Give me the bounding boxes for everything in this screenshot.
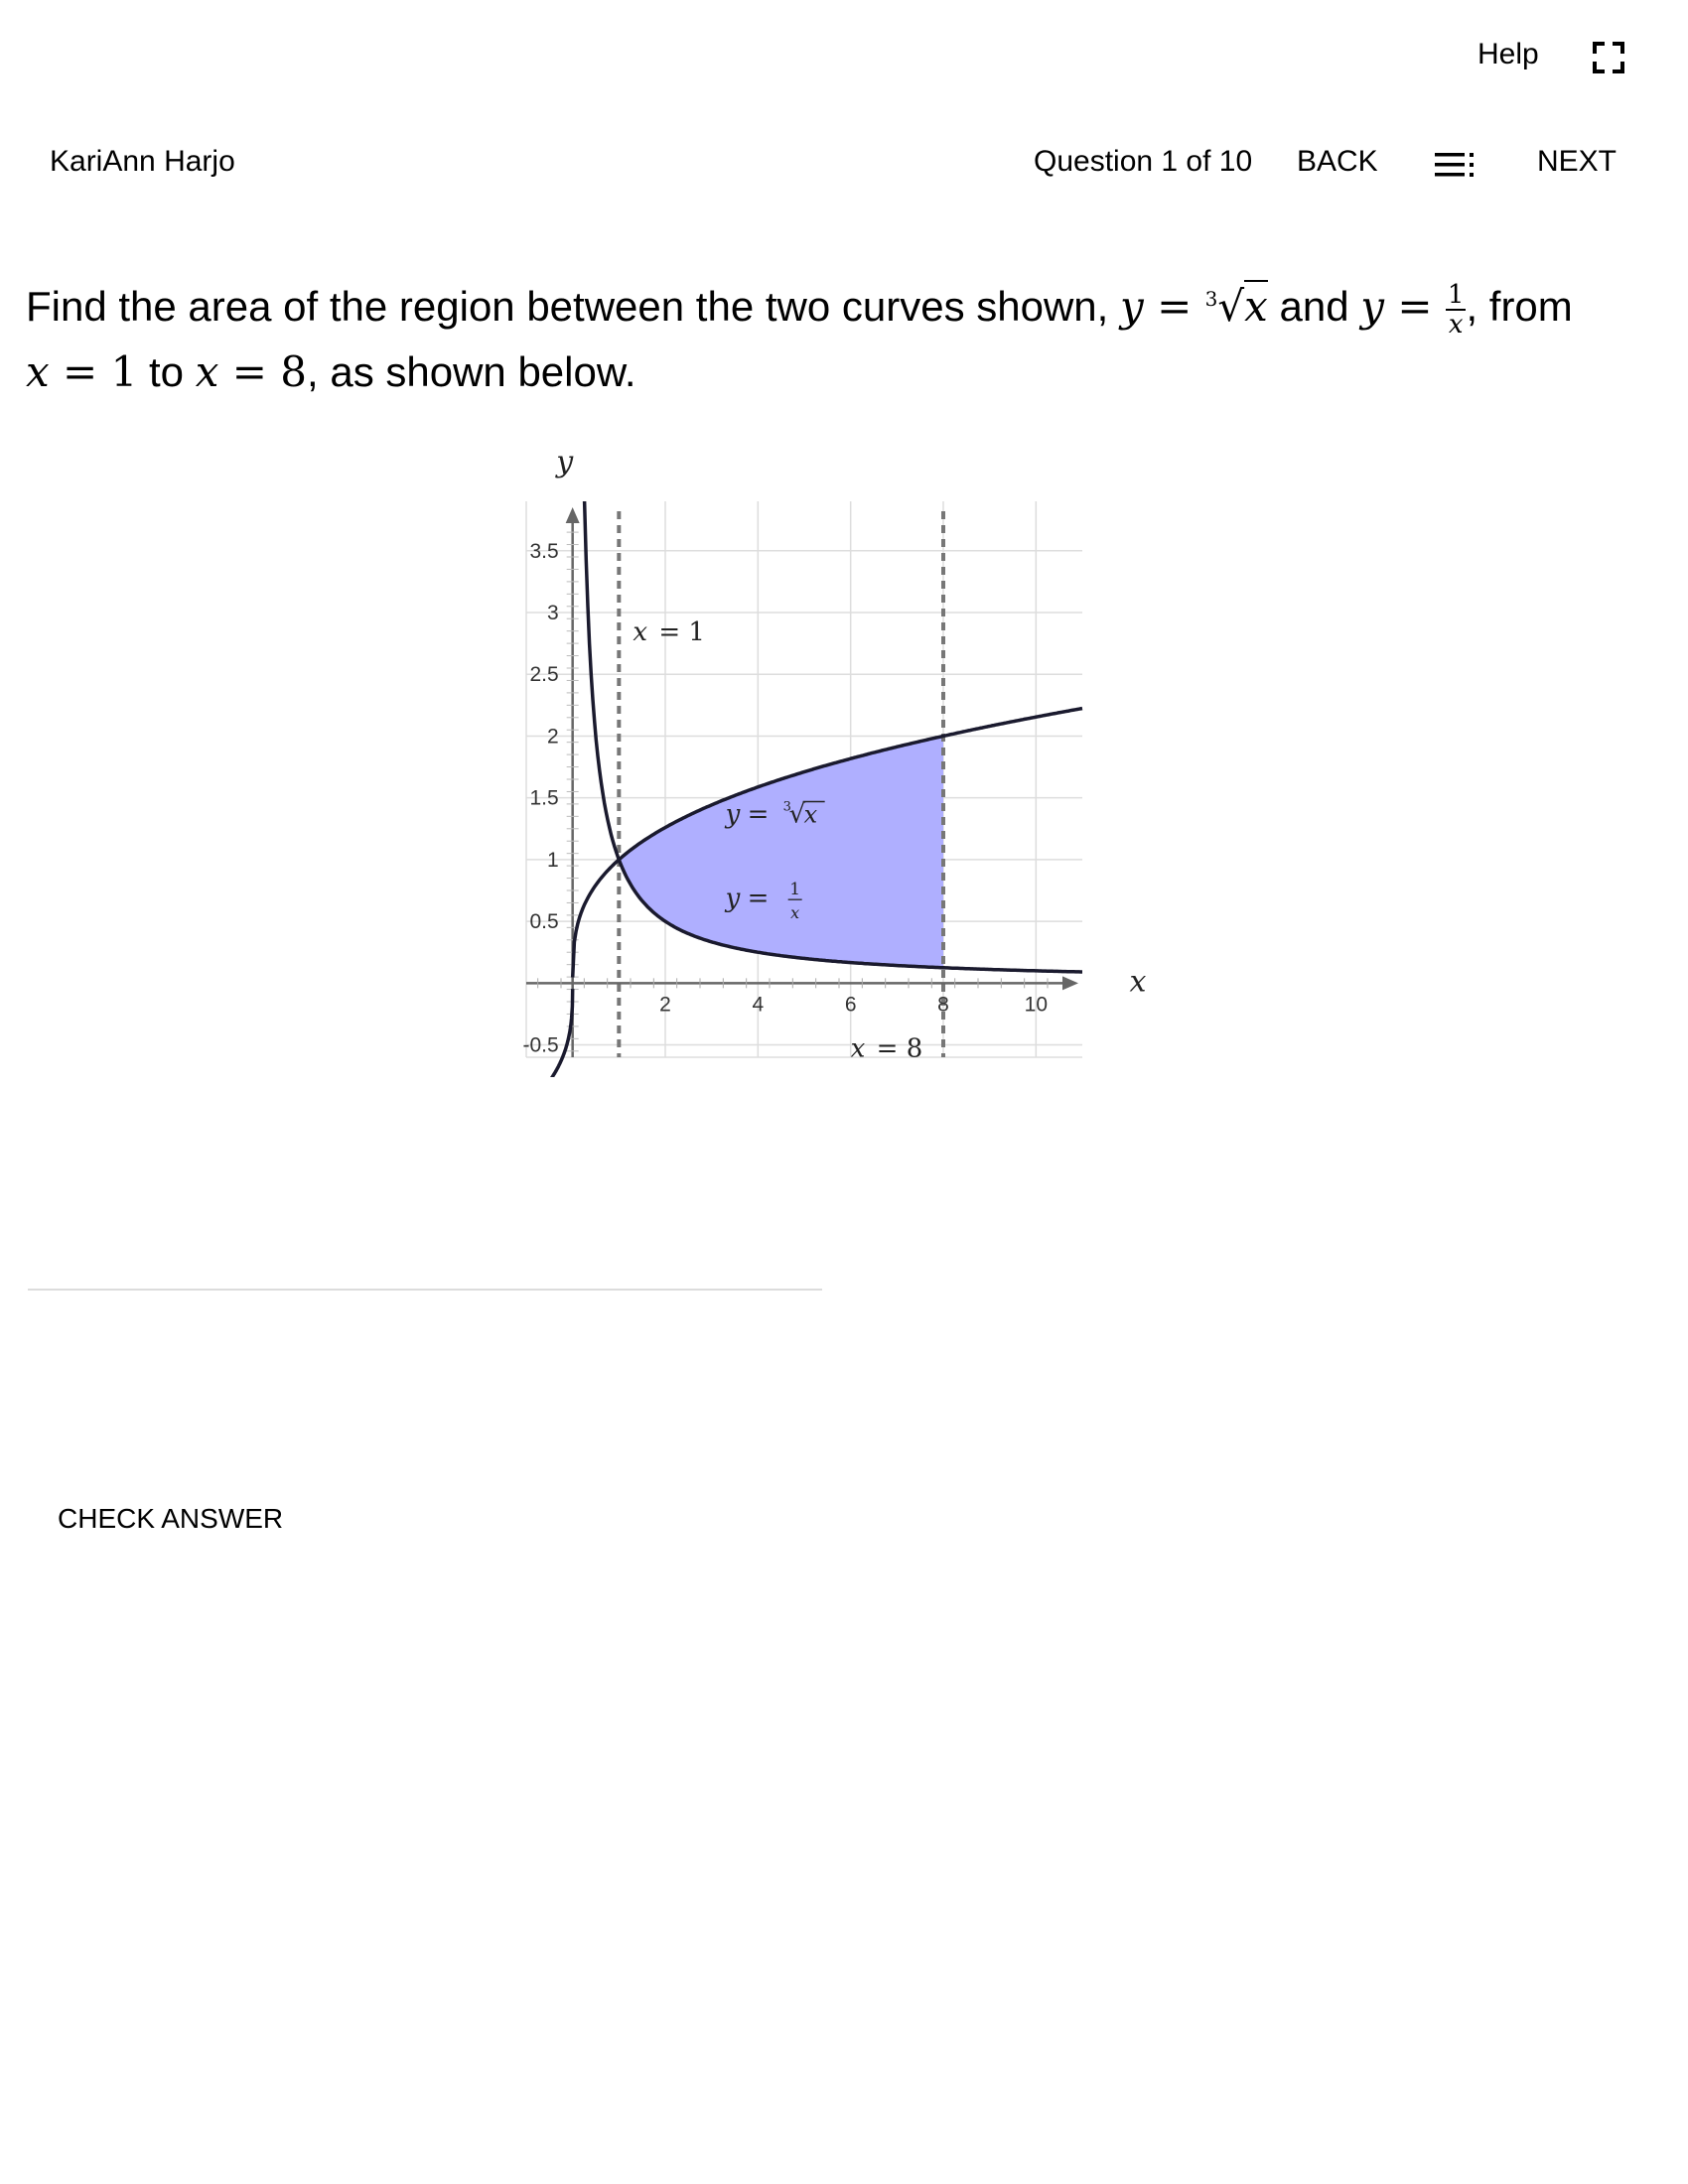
series-label-cbrt-eq: =: [747, 799, 770, 830]
series-label-cbrt-index: 3: [782, 799, 791, 815]
answer-divider: [28, 1289, 822, 1291]
fraction-numerator: 1: [1447, 279, 1465, 310]
y-tick-label: 2.5: [529, 663, 559, 687]
math-x1: x: [26, 347, 50, 396]
y-axis-label: y: [556, 445, 574, 479]
x-tick-label: 6: [844, 993, 857, 1017]
fullscreen-icon[interactable]: [1593, 42, 1624, 73]
question-part4: to: [137, 348, 196, 395]
help-link[interactable]: Help: [1477, 38, 1539, 70]
math-y2: y: [1360, 282, 1384, 331]
curve-cbrt-negative: [526, 989, 573, 1077]
x-tick-label: 4: [752, 993, 765, 1017]
math-x2: x: [195, 347, 219, 396]
y-tick-label: 1: [546, 848, 559, 872]
x-tick-label: 10: [1024, 993, 1049, 1017]
math-y1: y: [1120, 282, 1144, 331]
check-answer-button[interactable]: CHECK ANSWER: [58, 1503, 284, 1534]
curves: [526, 442, 1082, 1077]
y-axis-arrow: [566, 507, 580, 523]
x-axis-arrow: [1062, 976, 1078, 990]
y-tick-label: 3.5: [529, 539, 559, 563]
question-list-icon[interactable]: [1435, 151, 1477, 179]
math-cube-root: $^3$√x: [1204, 282, 1268, 331]
x-axis-label: x: [1129, 964, 1147, 1000]
math-eq2: =: [1383, 282, 1446, 331]
x-tick-label: 2: [659, 993, 671, 1017]
user-name: KariAnn Harjo: [50, 145, 235, 178]
y-tick-label: 1.5: [529, 786, 559, 810]
question-part1: Find the area of the region between the two curves shown,: [26, 283, 1120, 330]
y-tick-label: 2: [546, 725, 559, 749]
question-part2: and: [1267, 283, 1361, 330]
series-label-recip-y: y: [725, 884, 741, 914]
line-label-x1-eq: = 1: [658, 617, 705, 647]
y-tick-label: 0.5: [529, 910, 559, 934]
question-part5: , as shown below.: [307, 348, 636, 395]
question-part3: , from: [1466, 283, 1573, 330]
shaded-region: [619, 736, 943, 967]
series-label-cbrt-radical: √: [788, 799, 806, 830]
y-tick-label: -0.5: [522, 1033, 559, 1057]
line-label-x1-var: x: [633, 617, 648, 647]
math-fraction: [1446, 281, 1467, 339]
next-button[interactable]: NEXT: [1537, 145, 1618, 178]
math-eq4: = 8: [218, 347, 307, 396]
question-counter: Question 1 of 10: [1034, 145, 1253, 178]
math-eq1: =: [1143, 282, 1205, 331]
series-label-recip-eq: =: [747, 884, 770, 914]
area-graph: [516, 442, 1172, 1077]
question-text: [26, 266, 1654, 405]
y-tick-label: 3: [546, 602, 559, 624]
series-label-cbrt-arg: x: [803, 800, 818, 829]
line-label-x8-eq: = 8: [876, 1033, 923, 1064]
series-label-cbrt-y: y: [725, 799, 741, 830]
series-label-recip-den: x: [790, 903, 800, 923]
back-button[interactable]: BACK: [1297, 145, 1378, 178]
x-tick-label: 8: [937, 993, 949, 1017]
series-label-recip-num: 1: [789, 880, 801, 900]
fraction-denominator: x: [1448, 309, 1464, 340]
root-argument: x: [1244, 282, 1268, 331]
root-index: 3: [1204, 287, 1218, 311]
math-eq3: = 1: [49, 347, 138, 396]
line-label-x8-var: x: [850, 1033, 866, 1064]
